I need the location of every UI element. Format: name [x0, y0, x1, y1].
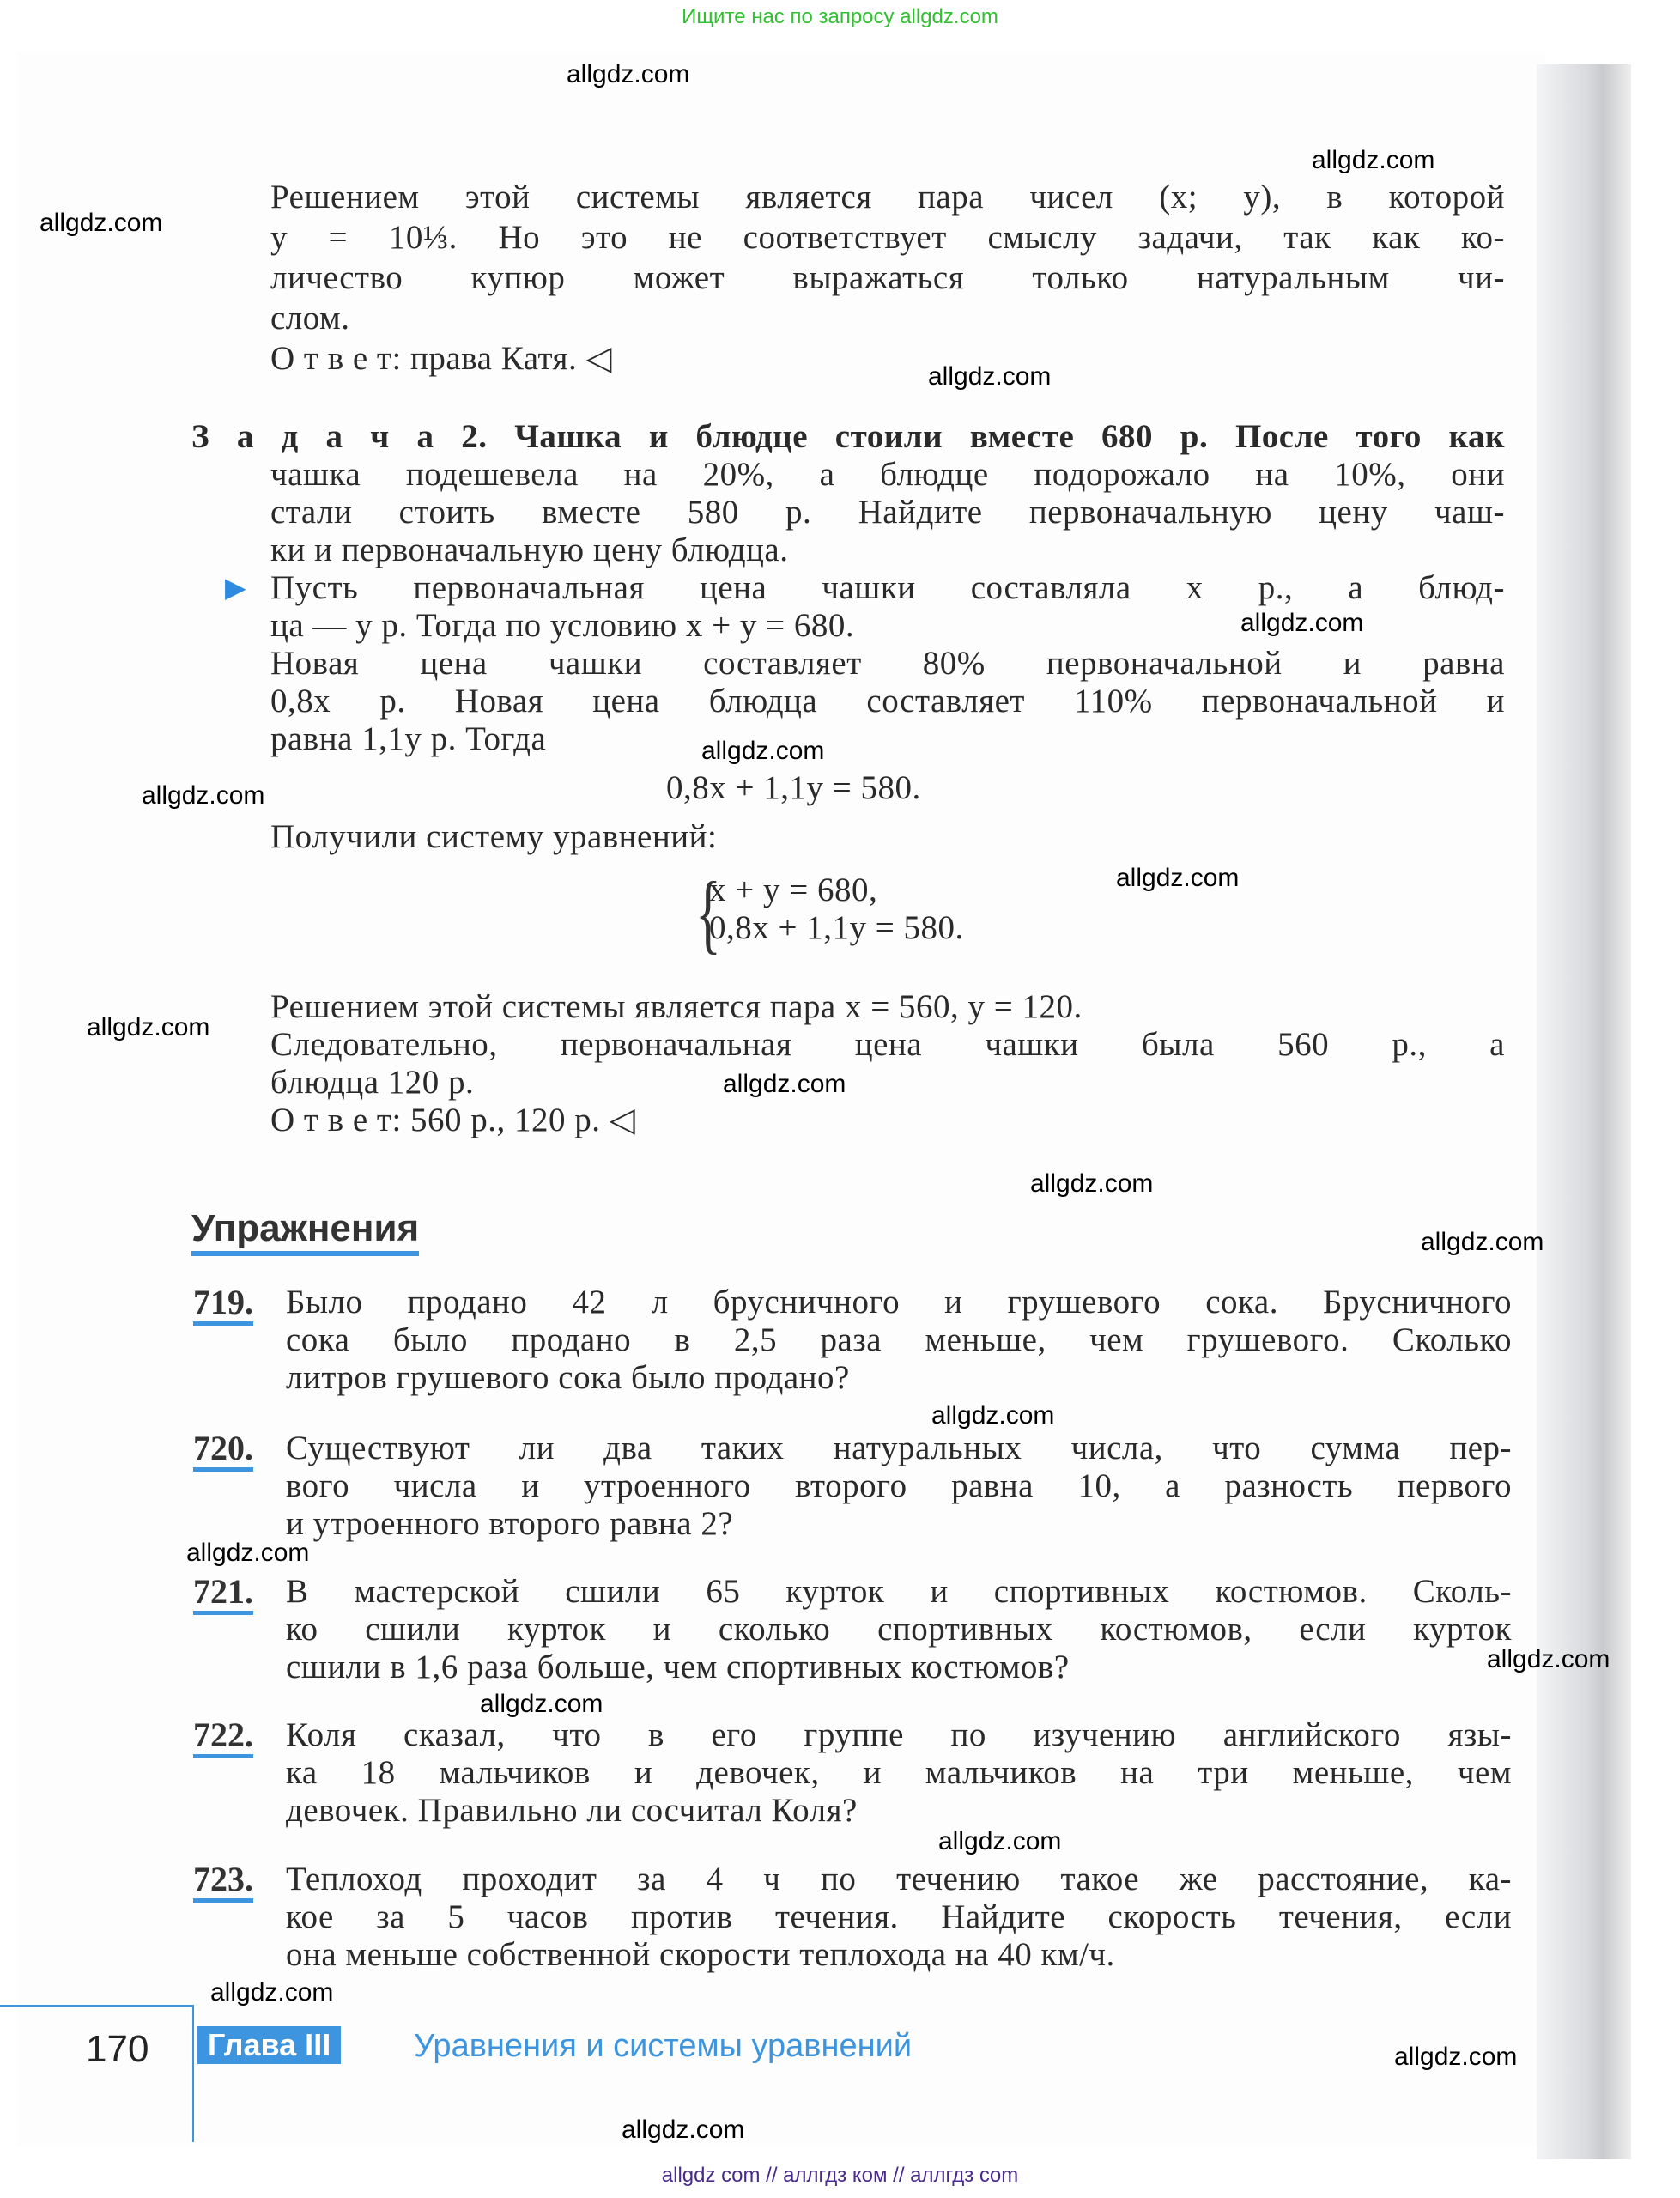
chapter-label: Глава III — [197, 2026, 341, 2064]
watermark: allgdz.com — [1240, 609, 1364, 637]
solution-marker-icon: ▶ — [225, 572, 246, 603]
system-brace: { — [694, 864, 721, 962]
text-line: 0,8x + 1,1y = 580. — [709, 909, 964, 946]
exercise-number: 722. — [193, 1716, 253, 1758]
text-line: ки и первоначальную цену блюдца. — [270, 531, 789, 568]
text-line: ца — y р. Тогда по условию x + y = 680. — [270, 607, 855, 644]
watermark: allgdz.com — [480, 1690, 603, 1718]
text-line: девочек. Правильно ли сосчитал Коля? — [286, 1792, 858, 1829]
watermark: allgdz.com — [39, 209, 163, 237]
watermark: allgdz.com — [1394, 2043, 1518, 2071]
text-line: равна 1,1y р. Тогда — [270, 720, 547, 757]
watermark: allgdz.com — [567, 60, 690, 88]
text-line: ко сшили курток и сколько спортивных костюмов, если курток — [286, 1611, 1512, 1648]
watermark: allgdz.com — [1312, 146, 1435, 174]
exercise-722 — [286, 1716, 1512, 1830]
watermark: allgdz.com — [622, 2116, 745, 2144]
watermark: allgdz.com — [186, 1539, 310, 1567]
watermark: allgdz.com — [1116, 864, 1240, 892]
text-line: О т в е т: права Катя. ◁ — [270, 340, 612, 377]
watermark: allgdz.com — [701, 737, 825, 765]
solution-paragraph-3 — [270, 988, 1505, 1139]
exercise-number: 720. — [193, 1430, 253, 1472]
exercise-number: 721. — [193, 1573, 253, 1615]
text-line: Теплоход проходит за 4 ч по течению такое же расстояние, ка- — [286, 1861, 1512, 1897]
page-number: 170 — [86, 2028, 149, 2070]
watermark: allgdz.com — [142, 781, 265, 810]
footer-divider-vertical — [192, 2005, 194, 2142]
text-line: стали стоить вместе 580 р. Найдите первоначальную цену чаш- — [270, 494, 1505, 531]
text-line: Коля сказал, что в его группе по изучению английского язы- — [286, 1716, 1512, 1753]
text-line: чашка подешевела на 20%, а блюдце подорожало на 10%, они — [270, 456, 1505, 493]
system-intro — [270, 818, 1043, 856]
text-line: Пусть первоначальная цена чашки составляла x р., а блюд- — [270, 569, 1505, 606]
text-line: Существуют ли два таких натуральных числа, что сумма пер- — [286, 1430, 1512, 1466]
equation-system — [709, 871, 1138, 947]
task-2-title — [191, 418, 1505, 456]
watermark: allgdz.com — [928, 362, 1052, 391]
watermark: allgdz.com — [1030, 1169, 1154, 1198]
text-line: 0,8x р. Новая цена блюдца составляет 110% первоначальной и — [270, 683, 1505, 720]
equation — [666, 769, 1095, 807]
watermark: allgdz.com — [723, 1070, 846, 1098]
text-line: ка 18 мальчиков и девочек, и мальчиков на три меньше, чем — [286, 1754, 1512, 1791]
text-line: сшили в 1,6 раза больше, чем спортивных костюмов? — [286, 1648, 1070, 1685]
text-line: Решением этой системы является пара x = 560, y = 120. — [270, 988, 1083, 1025]
text-line: и утроенного второго равна 2? — [286, 1505, 734, 1542]
text-line: Следовательно, первоначальная цена чашки была 560 р., а — [270, 1026, 1505, 1063]
exercise-719 — [286, 1284, 1512, 1397]
watermark: allgdz.com — [938, 1827, 1062, 1855]
text-line: Получили систему уравнений: — [270, 818, 718, 855]
text-line: x + y = 680, — [709, 871, 878, 908]
exercise-number: 719. — [193, 1284, 253, 1326]
solution-paragraph-2 — [270, 569, 1505, 758]
watermark: allgdz.com — [210, 1978, 334, 2007]
text-line: личество купюр может выражаться только натуральным чи- — [270, 259, 1505, 296]
text-line: вого числа и утроенного второго равна 10, а разность первого — [286, 1467, 1512, 1504]
text-line: блюдца 120 р. — [270, 1064, 475, 1101]
watermark: allgdz.com — [1421, 1228, 1544, 1256]
text-line: она меньше собственной скорости теплохода на 40 км/ч. — [286, 1936, 1115, 1973]
text-line: 0,8x + 1,1y = 580. — [666, 769, 921, 806]
text-line: литров грушевого сока было продано? — [286, 1359, 850, 1396]
top-banner[interactable]: Ищите нас по запросу allgdz.com — [682, 5, 998, 28]
exercise-723 — [286, 1861, 1512, 1974]
text-line: сока было продано в 2,5 раза меньше, чем грушевого. Сколько — [286, 1321, 1512, 1358]
section-heading: Упражнения — [191, 1206, 419, 1256]
exercise-720 — [286, 1430, 1512, 1543]
bottom-banner[interactable]: allgdz com // аллгдз ком // аллгдз com — [661, 2164, 1019, 2187]
text-line: Новая цена чашки составляет 80% первоначальной и равна — [270, 645, 1505, 682]
exercise-721 — [286, 1573, 1512, 1686]
text-line: В мастерской сшили 65 курток и спортивных костюмов. Сколь- — [286, 1573, 1512, 1610]
text-line: О т в е т: 560 р., 120 р. ◁ — [270, 1102, 636, 1138]
text-line: Было продано 42 л брусничного и грушевого сока. Брусничного — [286, 1284, 1512, 1321]
exercise-number: 723. — [193, 1861, 253, 1903]
text-line: кое за 5 часов против течения. Найдите скорость течения, если — [286, 1898, 1512, 1935]
chapter-title: Уравнения и системы уравнений — [414, 2028, 913, 2064]
page-spine-shadow — [1537, 64, 1631, 2159]
text-line: слом. — [270, 300, 350, 337]
watermark: allgdz.com — [87, 1013, 210, 1041]
task-2-text — [270, 456, 1505, 569]
text-line: y = 10⅓. Но это не соответствует смыслу задачи, так как ко- — [270, 219, 1505, 256]
footer-divider — [0, 2005, 194, 2007]
watermark: allgdz.com — [931, 1401, 1055, 1430]
solution-paragraph-1 — [270, 177, 1505, 379]
watermark: allgdz.com — [1487, 1645, 1610, 1673]
text-line: Решением этой системы является пара чисел (x; y), в которой — [270, 179, 1505, 216]
text-line: З а д а ч а 2. Чашка и блюдце стоили вместе 680 р. После того как — [191, 418, 1505, 455]
